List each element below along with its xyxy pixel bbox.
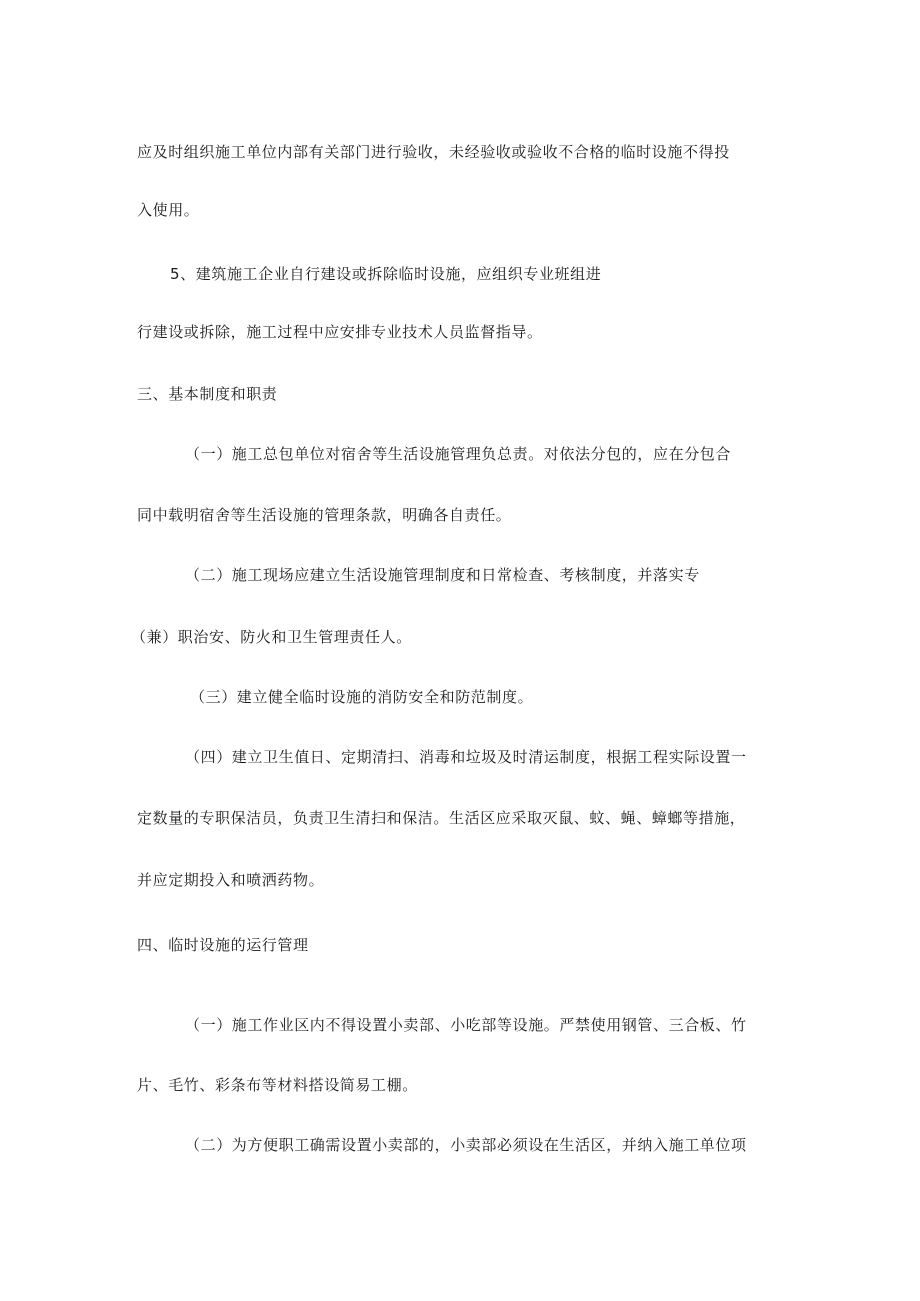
text-line-1: 应及时组织施工单位内部有关部门进行验收，未经验收或验收不合格的临时设施不得投 xyxy=(137,143,730,161)
text-line-6: （一）施工总包单位对宿舍等生活设施管理负总责。对依法分包的，应在分包合 xyxy=(185,445,732,463)
text-line-13: 并应定期投入和喷洒药物。 xyxy=(137,871,325,889)
text-line-10: （三）建立健全临时设施的消防安全和防范制度。 xyxy=(190,688,534,706)
text-line-17: （二）为方便职工确需设置小卖部的，小卖部必须设在生活区，并纳入施工单位项 xyxy=(185,1136,747,1154)
text-line-15: （一）施工作业区内不得设置小卖部、小吃部等设施。严禁使用钢管、三合板、竹 xyxy=(185,1016,747,1034)
text-line-9: （兼）职治安、防火和卫生管理责任人。 xyxy=(131,628,412,646)
text-line-8: （二）施工现场应建立生活设施管理制度和日常检查、考核制度，并落实专 xyxy=(185,566,700,584)
text-line-7: 同中载明宿舍等生活设施的管理条款，明确各自责任。 xyxy=(137,506,512,524)
text-line-12: 定数量的专职保洁员，负责卫生清扫和保洁。生活区应采取灭鼠、蚊、蝇、蟑螂等措施， xyxy=(137,809,746,827)
text-line-4: 行建设或拆除，施工过程中应安排专业技术人员监督指导。 xyxy=(137,323,543,341)
text-line-2: 入使用。 xyxy=(137,201,200,219)
section-heading-3: 三、基本制度和职责 xyxy=(137,385,278,403)
text-line-3: 5、建筑施工企业自行建设或拆除临时设施，应组织专业班组进 xyxy=(170,265,602,283)
section-heading-4: 四、临时设施的运行管理 xyxy=(137,936,309,954)
text-line-11: （四）建立卫生值日、定期清扫、消毒和垃圾及时清运制度，根据工程实际设置一 xyxy=(185,748,747,766)
text-line-16: 片、毛竹、彩条布等材料搭设简易工棚。 xyxy=(137,1076,418,1094)
